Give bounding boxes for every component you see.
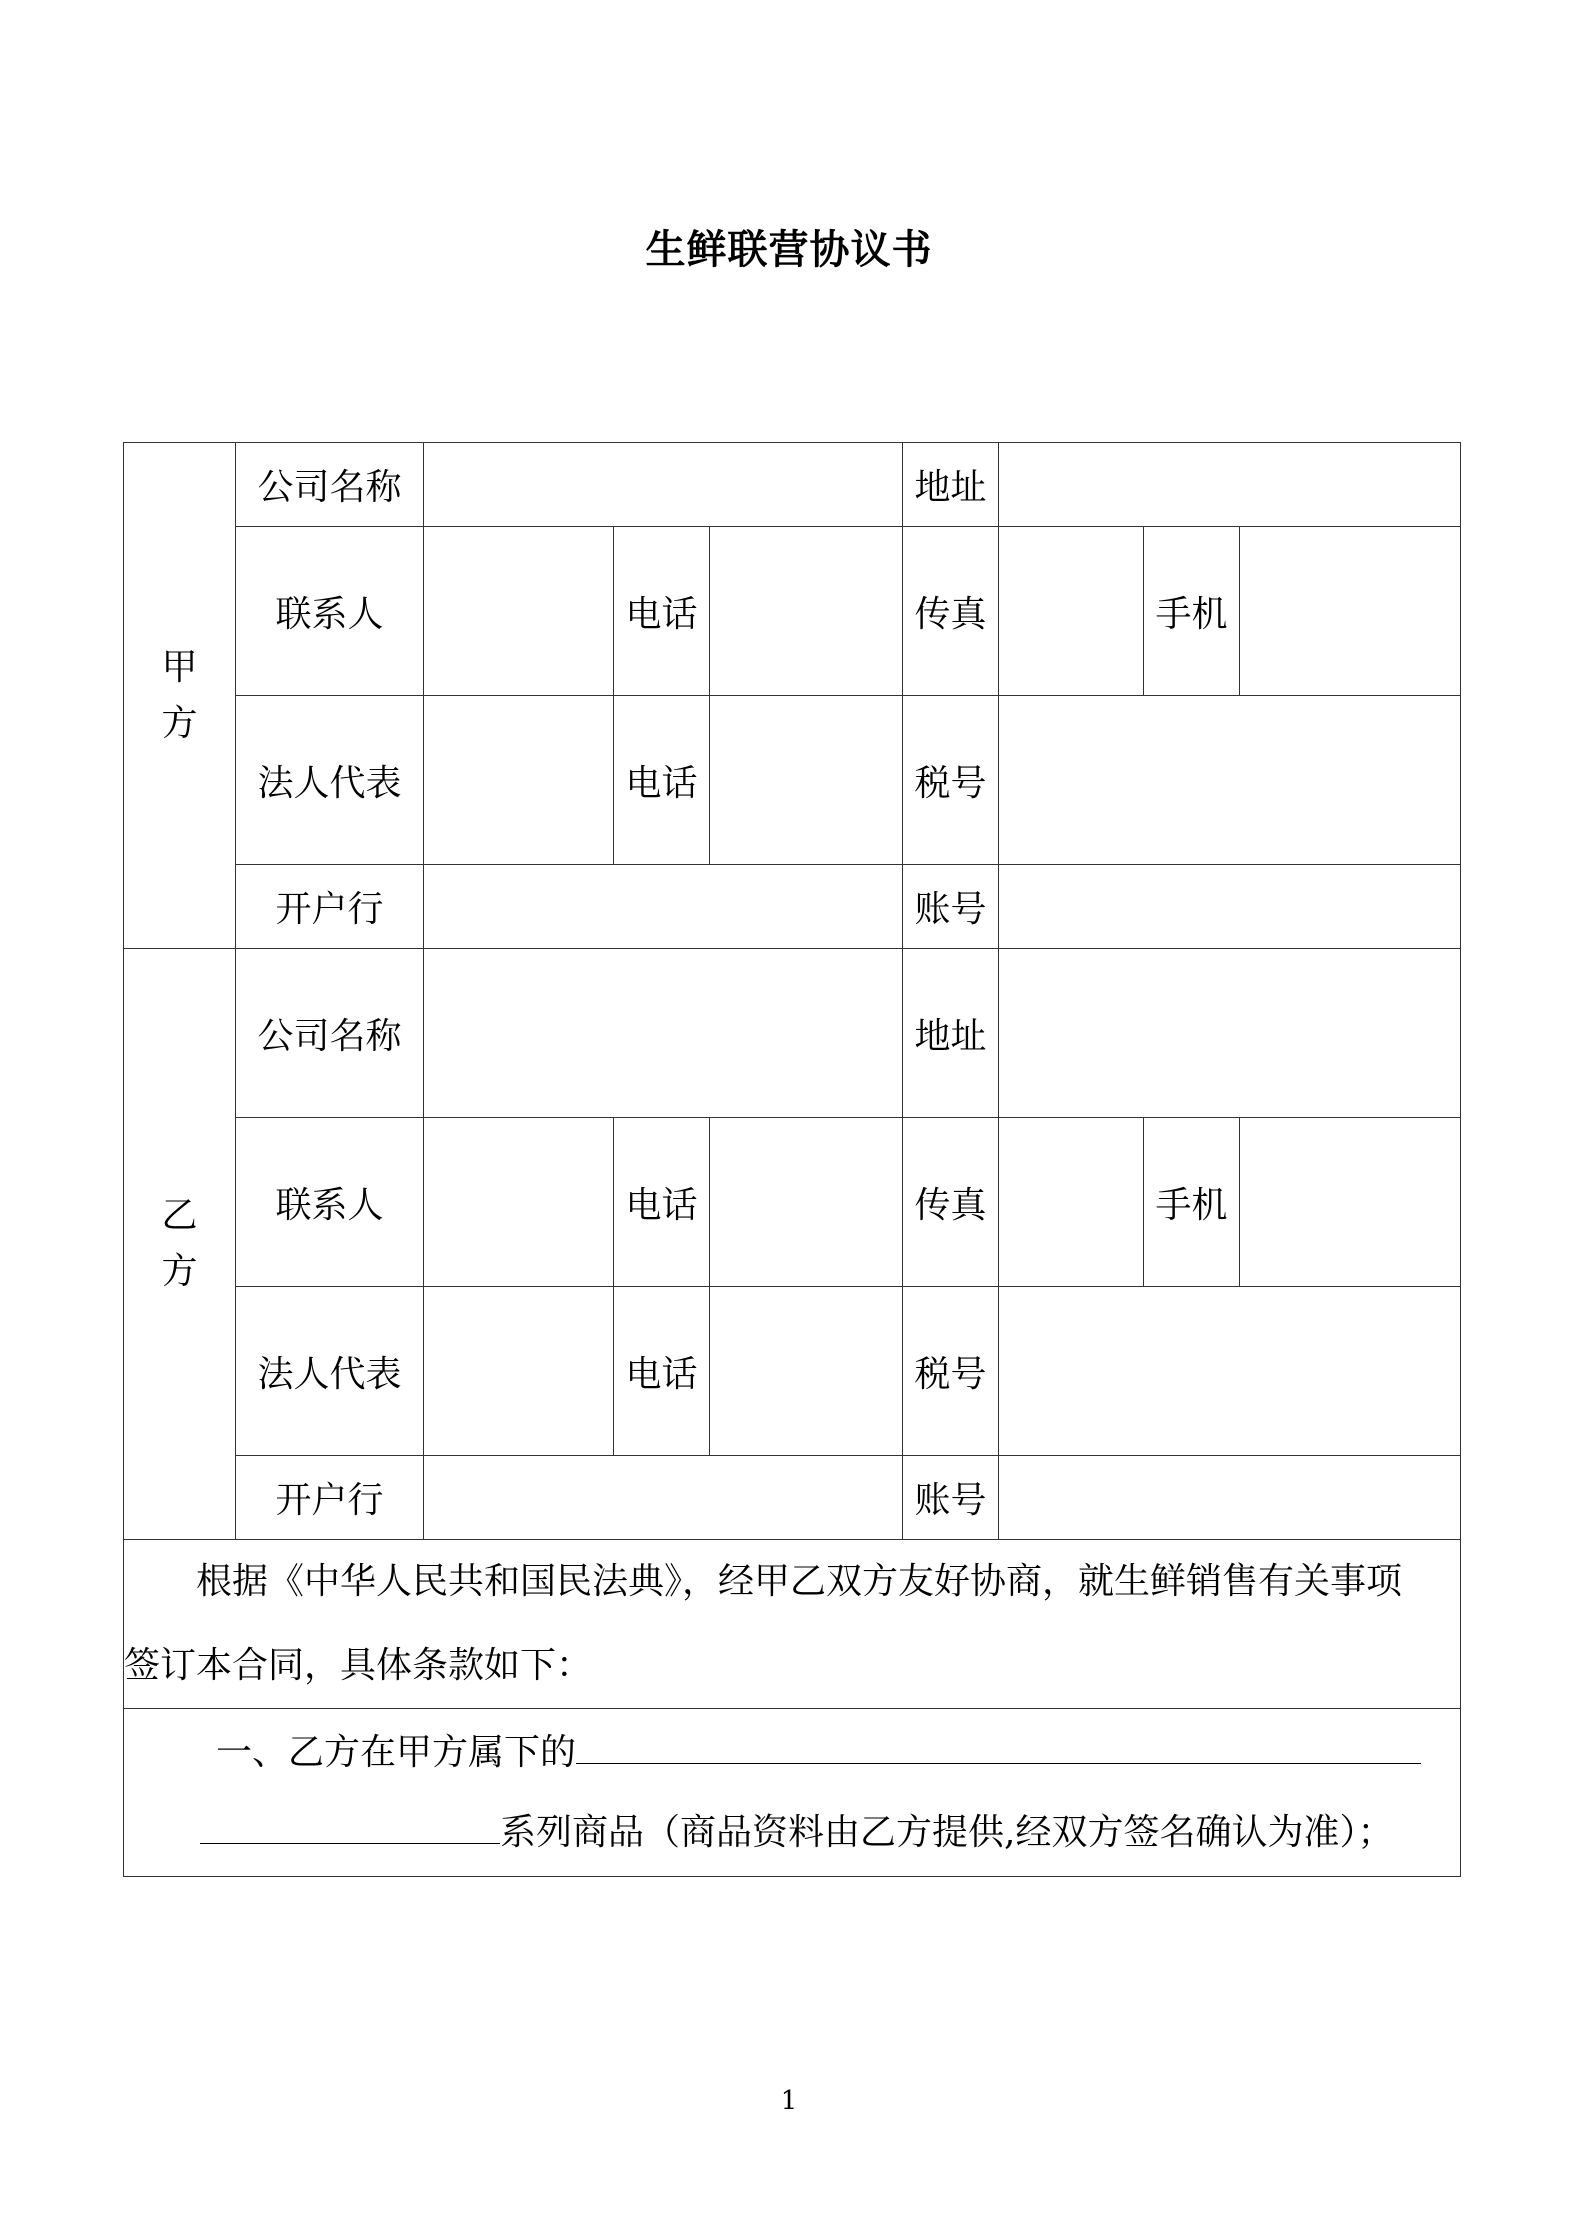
- party-a-mobile-field[interactable]: [1240, 527, 1461, 696]
- party-b-legal-rep-field[interactable]: [424, 1287, 614, 1456]
- party-a-fax-field[interactable]: [999, 527, 1144, 696]
- party-a-phone-label: 电话: [614, 527, 710, 696]
- intro-line-1: 根据《中华人民共和国民法典》，经甲乙双方友好协商，就生鲜销售有关事项: [196, 1561, 1403, 1602]
- party-b-address-field[interactable]: [999, 949, 1461, 1118]
- party-b-contact-label: 联系人: [236, 1118, 424, 1287]
- party-a-tax-field[interactable]: [999, 696, 1461, 865]
- party-a-bank-label: 开户行: [236, 865, 424, 949]
- party-a-address-field[interactable]: [999, 443, 1461, 527]
- party-b-phone2-label: 电话: [614, 1287, 710, 1456]
- party-b-address-label: 地址: [903, 949, 999, 1118]
- clause-1-blank-2[interactable]: [200, 1803, 500, 1844]
- party-b-bank-label: 开户行: [236, 1456, 424, 1540]
- party-b-label: 乙 方: [124, 949, 236, 1540]
- clause-1-text-part2: 系列商品（商品资料由乙方提供,经双方签名确认为准）；: [500, 1811, 1394, 1853]
- party-a-mobile-label: 手机: [1144, 527, 1240, 696]
- party-a-phone-field[interactable]: [710, 527, 903, 696]
- party-b-phone2-field[interactable]: [710, 1287, 903, 1456]
- clause-1-text-part1: 一、乙方在甲方属下的: [216, 1731, 577, 1773]
- party-b-contact-field[interactable]: [424, 1118, 614, 1287]
- party-b-company-label: 公司名称: [236, 949, 424, 1118]
- document-title: 生鲜联营协议书: [645, 227, 933, 273]
- party-b-fax-field[interactable]: [999, 1118, 1144, 1287]
- party-a-tax-label: 税号: [903, 696, 999, 865]
- party-info-table: [123, 442, 1461, 1877]
- intro-line-2: 签订本合同，具体条款如下：: [124, 1645, 593, 1686]
- party-a-contact-label: 联系人: [236, 527, 424, 696]
- party-a-legal-rep-label: 法人代表: [236, 696, 424, 865]
- party-a-fax-label: 传真: [903, 527, 999, 696]
- party-a-label: 甲 方: [124, 443, 236, 949]
- party-b-account-field[interactable]: [999, 1456, 1461, 1540]
- party-a-contact-field[interactable]: [424, 527, 614, 696]
- party-a-account-label: 账号: [903, 865, 999, 949]
- clause-1: [124, 1709, 1461, 1877]
- party-b-phone-label: 电话: [614, 1118, 710, 1287]
- party-b-account-label: 账号: [903, 1456, 999, 1540]
- party-b-company-field[interactable]: [424, 949, 903, 1118]
- clause-1-blank-1[interactable]: [576, 1723, 1421, 1764]
- intro-paragraph: [124, 1540, 1461, 1709]
- party-b-legal-rep-label: 法人代表: [236, 1287, 424, 1456]
- party-a-phone2-label: 电话: [614, 696, 710, 865]
- page-number: 1: [780, 2086, 798, 2116]
- party-b-fax-label: 传真: [903, 1118, 999, 1287]
- party-b-bank-field[interactable]: [424, 1456, 903, 1540]
- party-b-mobile-field[interactable]: [1240, 1118, 1461, 1287]
- party-a-company-label: 公司名称: [236, 443, 424, 527]
- party-b-mobile-label: 手机: [1144, 1118, 1240, 1287]
- party-a-account-field[interactable]: [999, 865, 1461, 949]
- party-a-bank-field[interactable]: [424, 865, 903, 949]
- party-a-address-label: 地址: [903, 443, 999, 527]
- party-b-phone-field[interactable]: [710, 1118, 903, 1287]
- party-a-phone2-field[interactable]: [710, 696, 903, 865]
- party-a-legal-rep-field[interactable]: [424, 696, 614, 865]
- party-a-company-field[interactable]: [424, 443, 903, 527]
- party-b-tax-field[interactable]: [999, 1287, 1461, 1456]
- party-b-tax-label: 税号: [903, 1287, 999, 1456]
